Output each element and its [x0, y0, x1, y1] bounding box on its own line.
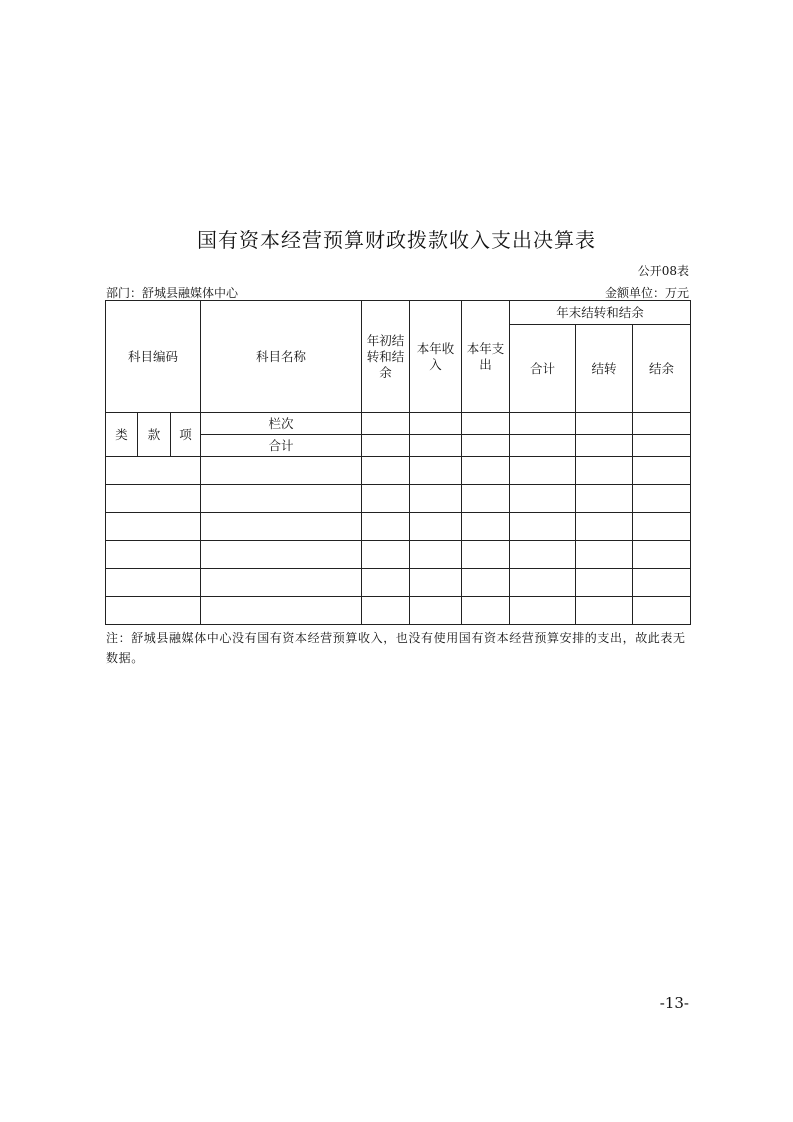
- cell: [510, 541, 576, 569]
- header-expenditure: 本年支出: [462, 301, 510, 413]
- cell: [410, 541, 462, 569]
- cell: [362, 413, 410, 435]
- header-xiang: 项: [171, 413, 201, 457]
- cell: [201, 597, 362, 625]
- header-year-end-group: 年末结转和结余: [510, 301, 691, 325]
- cell: [510, 597, 576, 625]
- cell: [462, 457, 510, 485]
- cell: [633, 513, 691, 541]
- header-surplus: 结余: [633, 325, 691, 413]
- row-column-index: 栏次: [201, 413, 362, 435]
- cell: [576, 457, 633, 485]
- cell: [201, 485, 362, 513]
- cell: [462, 513, 510, 541]
- cell: [362, 597, 410, 625]
- header-opening-balance: 年初结转和结余: [362, 301, 410, 413]
- cell: [576, 513, 633, 541]
- table-row: [106, 485, 691, 513]
- cell: [576, 435, 633, 457]
- header-kuan: 款: [138, 413, 171, 457]
- cell: [633, 413, 691, 435]
- cell: [106, 485, 201, 513]
- header-subject-code: 科目编码: [106, 301, 201, 413]
- department-label: 部门：舒城县融媒体中心: [106, 286, 239, 300]
- header-income: 本年收入: [410, 301, 462, 413]
- cell: [510, 569, 576, 597]
- cell: [410, 569, 462, 597]
- table-note: 注：舒城县融媒体中心没有国有资本经营预算收入，也没有使用国有资本经营预算安排的支出，故此表无数据。: [106, 631, 686, 665]
- cell: [201, 513, 362, 541]
- cell: [362, 485, 410, 513]
- document-title: 国有资本经营预算财政拨款收入支出决算表: [197, 228, 596, 252]
- form-number: 公开08表: [637, 264, 689, 278]
- cell: [362, 569, 410, 597]
- cell: [362, 457, 410, 485]
- cell: [362, 435, 410, 457]
- cell: [410, 597, 462, 625]
- cell: [410, 485, 462, 513]
- cell: [633, 569, 691, 597]
- cell: [576, 569, 633, 597]
- cell: [576, 541, 633, 569]
- cell: [106, 457, 201, 485]
- cell: [576, 413, 633, 435]
- cell: [106, 569, 201, 597]
- page-number: -13-: [659, 994, 689, 1012]
- table-row: [106, 569, 691, 597]
- table-row: [106, 597, 691, 625]
- cell: [462, 485, 510, 513]
- cell: [510, 513, 576, 541]
- cell: [462, 569, 510, 597]
- cell: [410, 413, 462, 435]
- cell: [510, 485, 576, 513]
- cell: [362, 513, 410, 541]
- header-lei: 类: [106, 413, 138, 457]
- cell: [106, 513, 201, 541]
- cell: [362, 541, 410, 569]
- cell: [201, 457, 362, 485]
- cell: [633, 541, 691, 569]
- cell: [201, 569, 362, 597]
- cell: [106, 597, 201, 625]
- cell: [633, 597, 691, 625]
- cell: [201, 541, 362, 569]
- amount-unit-label: 金额单位：万元: [604, 286, 689, 300]
- cell: [633, 435, 691, 457]
- cell: [410, 457, 462, 485]
- cell: [462, 541, 510, 569]
- cell: [462, 435, 510, 457]
- table-row: [106, 541, 691, 569]
- cell: [510, 413, 576, 435]
- row-sum: 合计: [201, 435, 362, 457]
- cell: [633, 485, 691, 513]
- table-row: [106, 513, 691, 541]
- empty-rows: [106, 457, 691, 625]
- cell: [106, 541, 201, 569]
- cell: [576, 485, 633, 513]
- cell: [462, 597, 510, 625]
- header-total: 合计: [510, 325, 576, 413]
- header-subject-name: 科目名称: [201, 301, 362, 413]
- cell: [510, 457, 576, 485]
- table-row: [106, 457, 691, 485]
- header-carryover: 结转: [576, 325, 633, 413]
- cell: [410, 513, 462, 541]
- budget-table: [105, 300, 691, 625]
- cell: [633, 457, 691, 485]
- cell: [410, 435, 462, 457]
- cell: [462, 413, 510, 435]
- cell: [510, 435, 576, 457]
- cell: [576, 597, 633, 625]
